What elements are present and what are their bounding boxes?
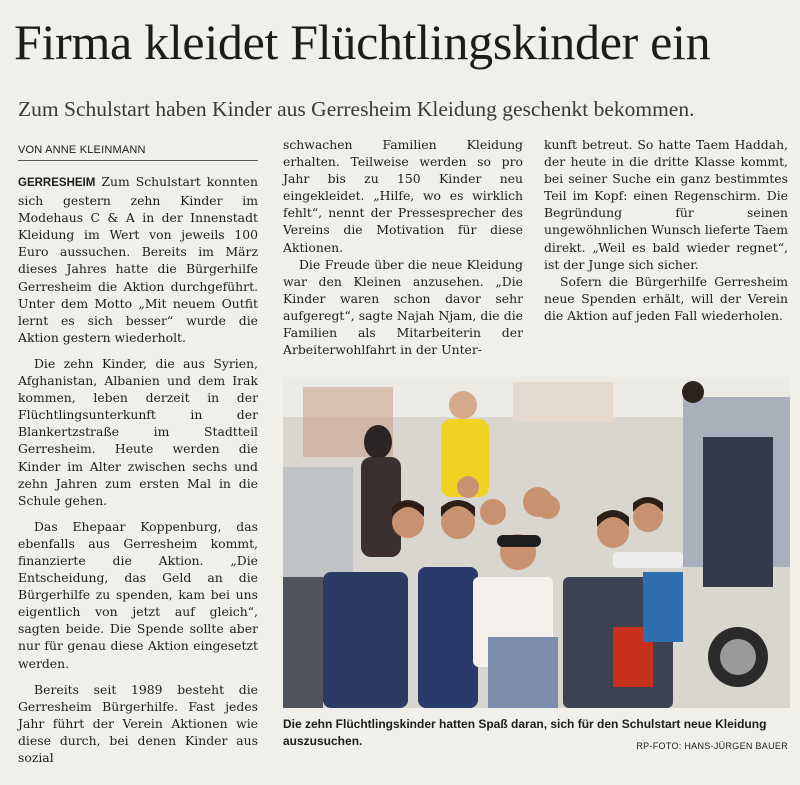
paragraph bbox=[18, 173, 258, 346]
subheadline: Zum Schulstart haben Kinder aus Gerresheim Kleidung geschenkt bekommen. bbox=[18, 97, 695, 121]
paragraph: Die zehn Kinder, die aus Syrien, Afghanistan, Albanien und dem Irak kommen, leben derzeit in der Flüchtlingsunterkunft in der Blankertzstraße im Stadtteil Gerresheim. Heute werden die Kinder im Alter zwischen sechs und zehn Jahren zum ersten Mal in die Schule gehen. bbox=[18, 355, 258, 508]
headline: Firma kleidet Flüchtlingskinder ein bbox=[14, 14, 711, 70]
article-column-3 bbox=[544, 136, 788, 324]
paragraph-text: Zum Schulstart konnten sich gestern zehn Kinder im Modehaus C & A in der Innenstadt Kleidung im Wert von jeweils 100 Euro aussuchen. Bereits im März dieses Jahres hatte die Bürgerhilfe Gerresheim die Aktion durchgeführt. Unter dem Motto „Mit neuem Outfit lernt es sich besser“ wurde die Aktion gestern wiederholt. bbox=[18, 174, 258, 345]
article-column-2 bbox=[283, 136, 523, 358]
photo-caption: Die zehn Flüchtlingskinder hatten Spaß daran, sich für den Schulstart neue Kleidung auszusuchen. bbox=[283, 717, 767, 748]
dateline: GERRESHEIM bbox=[18, 177, 96, 189]
article-column-1 bbox=[18, 173, 258, 766]
article-photo bbox=[283, 377, 790, 708]
photo-illustration bbox=[283, 377, 790, 708]
paragraph: Die Freude über die neue Kleidung war den Kleinen anzusehen. „Die Kinder waren schon davor sehr aufgeregt“, sagte Najah Njam, die die Familien als Mitarbeiterin der Arbeiterwohlfahrt in der Unter- bbox=[283, 256, 523, 358]
byline: VON ANNE KLEINMANN bbox=[18, 143, 258, 161]
paragraph: schwachen Familien Kleidung erhalten. Teilweise werden so pro Jahr bis zu 150 Kinder neu eingekleidet. „Hilfe, wo es wirklich fehlt“, nennt der Pressesprecher des Vereins die Motivation für diese Aktionen. bbox=[283, 137, 523, 255]
photo-credit: RP-FOTO: HANS-JÜRGEN BAUER bbox=[636, 741, 788, 751]
paragraph: kunft betreut. So hatte Taem Haddah, der heute in die dritte Klasse kommt, bei seiner Suche ein ganz bestimmtes Teil im Kopf: einen Regenschirm. Die Begründung für seinen ungewöhnlichen Wunsch lieferte Taem direkt. „Weil es bald wieder regnet“, ist der Junge sich sicher. bbox=[544, 137, 788, 272]
paragraph: Bereits seit 1989 besteht die Gerresheim Bürgerhilfe. Fast jedes Jahr führt der Verein Aktionen wie diese durch, bei denen Kinder aus sozial bbox=[18, 681, 258, 765]
paragraph: Sofern die Bürgerhilfe Gerresheim neue Spenden erhält, will der Verein die Aktion auf jeden Fall wiederholen. bbox=[544, 273, 788, 323]
paragraph: Das Ehepaar Koppenburg, das ebenfalls aus Gerresheim kommt, finanzierte die Aktion. „Die Entscheidung, das Geld an die Bürgerhilfe zu spenden, kam bei uns eigentlich von jetzt auf gleich“, sagten beide. Die Spende sollte aber nur für genau diese Aktion eingesetzt werden. bbox=[18, 518, 258, 671]
